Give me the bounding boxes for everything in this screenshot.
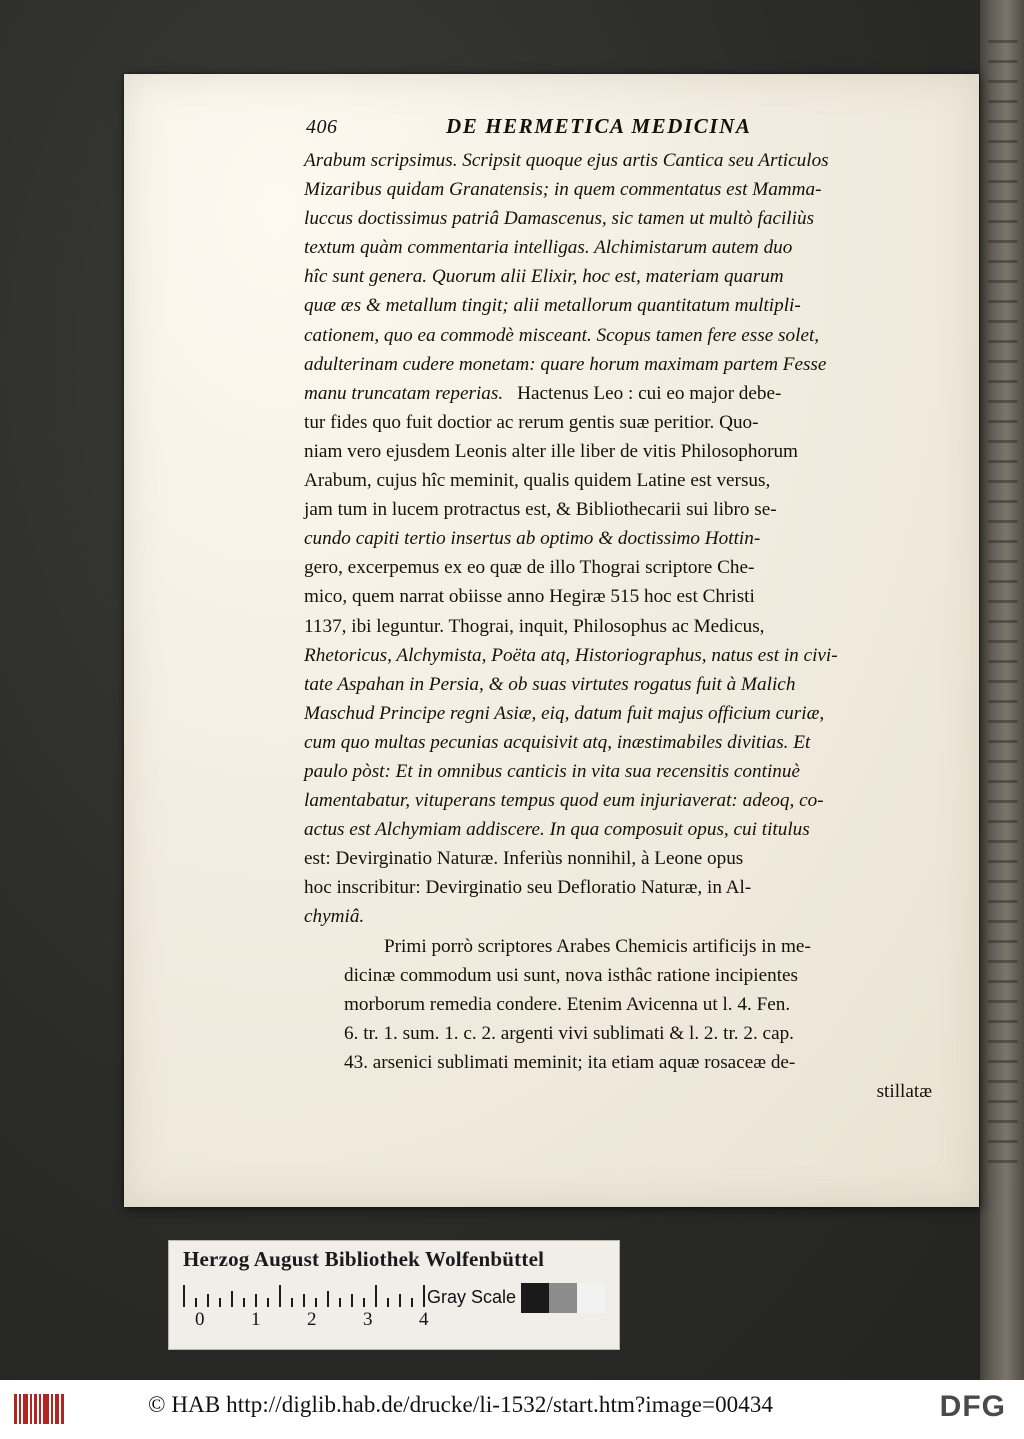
page-text-body: [304, 146, 932, 1106]
grayscale-patches: [521, 1283, 605, 1313]
text-fragment-italic: manu truncatam reperias.: [304, 382, 504, 404]
ruler-scale: [183, 1283, 428, 1307]
text-line: Rhetoricus, Alchymista, Poëta atq, Historiographus, natus est in civi-: [304, 644, 838, 666]
text-line-mixed: [304, 379, 932, 408]
text-line: mico, quem narrat obiisse anno Hegiræ 515 hoc est Christi: [304, 586, 755, 608]
paragraph-2: [304, 408, 932, 932]
book-edge-marks: [988, 40, 1018, 1200]
text-line: paulo pòst: Et in omnibus canticis in vita sua recensitis continuè: [304, 760, 800, 782]
text-line: morborum remedia condere. Etenim Avicenna ut l. 4. Fen.: [344, 993, 791, 1015]
library-name: Herzog August Bibliothek Wolfenbüttel: [183, 1247, 545, 1271]
text-line: 1137, ibi leguntur. Thograi, inquit, Philosophus ac Medicus,: [304, 615, 765, 637]
text-line: Primi porrò scriptores Arabes Chemicis artificijs in me-: [384, 935, 811, 957]
text-line: quæ æs & metallum tingit; alii metallorum quantitatum multipli-: [304, 295, 801, 317]
text-line: Arabum scripsimus. Scripsit quoque ejus artis Cantica seu Articulos: [304, 150, 829, 171]
grayscale-label: Gray Scale: [427, 1287, 517, 1307]
text-line: cum quo multas pecunias acquisivit atq, inæstimabiles divitias. Et: [304, 731, 811, 753]
text-line: dicinæ commodum usi sunt, nova isthâc ratione incipientes: [344, 964, 799, 986]
catchword: stillatæ: [876, 1081, 932, 1102]
ruler-number: 0: [195, 1309, 205, 1330]
footer-bar: [0, 1380, 1024, 1439]
grayscale-patch-mid: [549, 1283, 577, 1313]
paragraph-1: [304, 146, 932, 408]
text-line: lamentabatur, vituperans tempus quod eum injuriaverat: adeoq, co-: [304, 790, 824, 812]
ruler-number: 4: [419, 1309, 429, 1330]
text-line: cationem, quo ea commodè misceant. Scopus tamen fere esse solet,: [304, 324, 820, 346]
page-number: 406: [306, 116, 338, 138]
running-head: [124, 114, 979, 140]
text-line: est: Devirginatio Naturæ. Inferiùs nonnihil, à Leone opus: [304, 848, 744, 870]
text-line: chymiâ.: [304, 906, 365, 928]
page-title: DE HERMETICA MEDICINA: [446, 114, 752, 138]
text-line: niam vero ejusdem Leonis alter ille liber de vitis Philosophorum: [304, 440, 798, 462]
text-line: tate Aspahan in Persia, & ob suas virtutes rogatus fuit à Malich: [304, 673, 796, 695]
ruler-number: 3: [363, 1309, 373, 1330]
ruler-numbers: [177, 1309, 427, 1335]
footer-credit-text: © HAB http://diglib.hab.de/drucke/li-1532/start.htm?image=00434: [148, 1392, 774, 1417]
text-line: textum quàm commentaria intelligas. Alchimistarum autem duo: [304, 237, 793, 259]
text-line: adulterinam cudere monetam: quare horum maximam partem Fesse: [304, 353, 827, 375]
grayscale-patch-white: [577, 1283, 605, 1313]
text-line: hoc inscribitur: Devirginatio seu Defloratio Naturæ, in Al-: [304, 877, 752, 899]
text-line: luccus doctissimus patriâ Damascenus, sic tamen ut multò faciliùs: [304, 208, 815, 230]
dfg-logo: DFG: [939, 1390, 1006, 1423]
text-line: Mizaribus quidam Granatensis; in quem commentatus est Mamma-: [304, 179, 822, 201]
book-page: [124, 74, 979, 1207]
text-line: 43. arsenici sublimati meminit; ita etiam aquæ rosaceæ de-: [344, 1051, 796, 1073]
text-fragment-roman: Hactenus Leo : cui eo major debe-: [517, 382, 782, 404]
paragraph-3: [304, 932, 932, 1107]
text-line: gero, excerpemus ex eo quæ de illo Thograi scriptore Che-: [304, 557, 755, 579]
text-line: Arabum, cujus hîc meminit, qualis quidem Latine est versus,: [304, 470, 771, 492]
text-line: cundo capiti tertio insertus ab optimo & doctissimo Hottin-: [304, 528, 761, 550]
ruler-number: 1: [251, 1309, 261, 1330]
text-line: actus est Alchymiam addiscere. In qua composuit opus, cui titulus: [304, 819, 810, 841]
text-line: hîc sunt genera. Quorum alii Elixir, hoc est, materiam quarum: [304, 266, 784, 288]
hab-barcode-icon: [14, 1394, 66, 1424]
text-line: Maschud Principe regni Asiæ, eiq, datum fuit majus officium curiæ,: [304, 702, 825, 724]
grayscale-patch-black: [521, 1283, 549, 1313]
text-line: 6. tr. 1. sum. 1. c. 2. argenti vivi sublimati & l. 2. tr. 2. cap.: [344, 1022, 794, 1044]
calibration-card: [168, 1240, 620, 1350]
text-line: tur fides quo fuit doctior ac rerum gentis suæ peritior. Quo-: [304, 411, 759, 433]
ruler-number: 2: [307, 1309, 317, 1330]
text-line: jam tum in lucem protractus est, & Bibliothecarii sui libro se-: [304, 499, 777, 521]
